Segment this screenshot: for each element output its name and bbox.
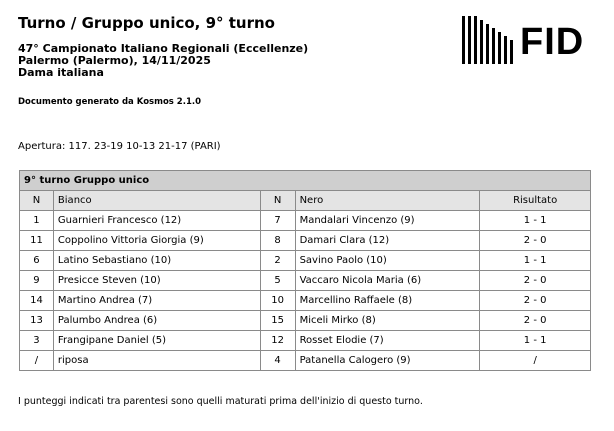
white-number-cell: 6: [20, 251, 54, 271]
table-row: [20, 251, 591, 271]
result-cell: 1 - 1: [480, 331, 591, 351]
black-number-cell: 15: [260, 311, 295, 331]
black-number-cell: 2: [260, 251, 295, 271]
black-number-cell: 10: [260, 291, 295, 311]
black-player-cell: Damari Clara (12): [295, 231, 480, 251]
black-player-cell: Miceli Mirko (8): [295, 311, 480, 331]
black-number-cell: 7: [260, 211, 295, 231]
fid-logo: [460, 14, 600, 70]
table-header-row: [20, 191, 591, 211]
black-player-cell: Patanella Calogero (9): [295, 351, 480, 371]
column-header-white: Bianco: [53, 191, 260, 211]
result-cell: 1 - 1: [480, 211, 591, 231]
result-cell: 2 - 0: [480, 271, 591, 291]
black-player-cell: Rosset Elodie (7): [295, 331, 480, 351]
white-number-cell: 9: [20, 271, 54, 291]
white-number-cell: 3: [20, 331, 54, 351]
column-header-result: Risultato: [480, 191, 591, 211]
page-title: Turno / Gruppo unico, 9° turno: [18, 14, 275, 32]
table-caption: 9° turno Gruppo unico: [20, 171, 591, 191]
white-player-cell: Guarnieri Francesco (12): [53, 211, 260, 231]
table-row: [20, 271, 591, 291]
logo-text: FID: [520, 21, 585, 63]
event-discipline: Dama italiana: [18, 66, 104, 79]
opening-line: Apertura: 117. 23-19 10-13 21-17 (PARI): [18, 141, 221, 152]
white-player-cell: Coppolino Vittoria Giorgia (9): [53, 231, 260, 251]
black-player-cell: Savino Paolo (10): [295, 251, 480, 271]
white-player-cell: Martino Andrea (7): [53, 291, 260, 311]
black-player-cell: Vaccaro Nicola Maria (6): [295, 271, 480, 291]
black-number-cell: 8: [260, 231, 295, 251]
white-player-cell: Presicce Steven (10): [53, 271, 260, 291]
pairings-table: [19, 170, 591, 371]
white-player-cell: riposa: [53, 351, 260, 371]
table-row: [20, 291, 591, 311]
table-row: [20, 351, 591, 371]
footnote: I punteggi indicati tra parentesi sono quelli maturati prima dell'inizio di questo turno.: [18, 396, 423, 407]
black-number-cell: 12: [260, 331, 295, 351]
generator-note: Documento generato da Kosmos 2.1.0: [18, 97, 202, 107]
column-header-n-white: N: [20, 191, 54, 211]
white-number-cell: 14: [20, 291, 54, 311]
table-caption-row: [20, 171, 591, 191]
table-row: [20, 311, 591, 331]
black-number-cell: 5: [260, 271, 295, 291]
event-place-date: Palermo (Palermo), 14/11/2025: [18, 54, 211, 67]
result-cell: 2 - 0: [480, 311, 591, 331]
table-row: [20, 211, 591, 231]
result-cell: 2 - 0: [480, 291, 591, 311]
result-cell: 2 - 0: [480, 231, 591, 251]
white-number-cell: 11: [20, 231, 54, 251]
black-number-cell: 4: [260, 351, 295, 371]
column-header-n-black: N: [260, 191, 295, 211]
result-cell: 1 - 1: [480, 251, 591, 271]
white-player-cell: Latino Sebastiano (10): [53, 251, 260, 271]
black-player-cell: Mandalari Vincenzo (9): [295, 211, 480, 231]
table-row: [20, 331, 591, 351]
white-player-cell: Frangipane Daniel (5): [53, 331, 260, 351]
event-name: 47° Campionato Italiano Regionali (Eccellenze): [18, 42, 309, 55]
black-player-cell: Marcellino Raffaele (8): [295, 291, 480, 311]
column-header-black: Nero: [295, 191, 480, 211]
white-number-cell: /: [20, 351, 54, 371]
table-row: [20, 231, 591, 251]
result-cell: /: [480, 351, 591, 371]
white-number-cell: 1: [20, 211, 54, 231]
logo-stripes-icon: [460, 14, 520, 70]
white-number-cell: 13: [20, 311, 54, 331]
white-player-cell: Palumbo Andrea (6): [53, 311, 260, 331]
